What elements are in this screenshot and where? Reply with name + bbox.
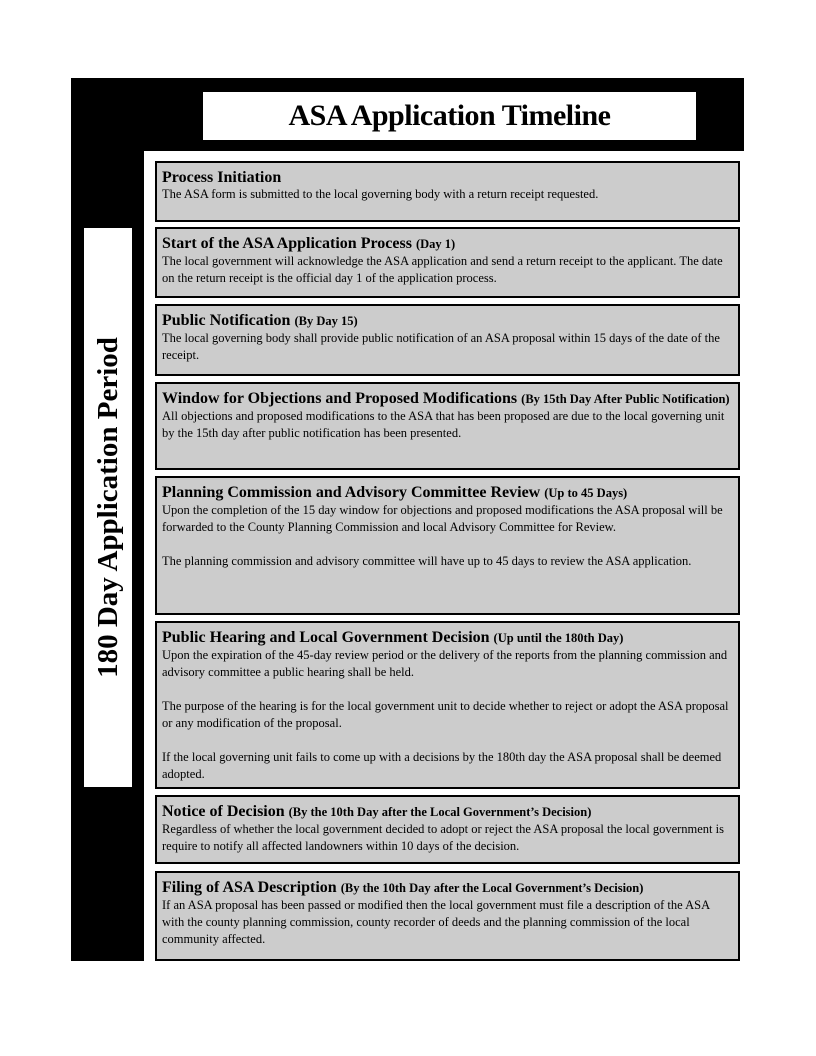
step-description: Upon the expiration of the 45-day review period or the delivery of the reports from the planning commission and advisory committee a public hearing shall be held.	[162, 648, 728, 679]
step-description: The local government will acknowledge the ASA application and send a return receipt to the applicant. The date on the return receipt is the official day 1 of the application process.	[162, 254, 723, 285]
step-description: The planning commission and advisory committee will have up to 45 days to review the ASA application.	[162, 554, 692, 568]
step-timing: (Up until the 180th Day)	[493, 631, 624, 645]
step-description: If an ASA proposal has been passed or modified then the local government must file a description of the ASA with the county planning commission, county recorder of deeds and the planning commission of the local community affected.	[162, 898, 710, 946]
step-process-initiation	[155, 161, 740, 222]
step-heading: Window for Objections and Proposed Modifications	[162, 390, 518, 407]
step-start-of-process	[155, 227, 740, 298]
step-heading-line	[162, 390, 732, 408]
step-description: Upon the completion of the 15 day window for objections and proposed modifications the ASA proposal will be forwarded to the County Planning Commission and local Advisory Committee for Review.	[162, 503, 723, 534]
step-heading-line	[162, 484, 732, 502]
step-description: The local governing body shall provide public notification of an ASA proposal within 15 days of the date of the receipt.	[162, 331, 720, 362]
step-description: If the local governing unit fails to come up with a decisions by the 180th day the ASA proposal shall be deemed adopted.	[162, 750, 722, 781]
step-filing-description	[155, 871, 740, 961]
step-timing: (By 15th Day After Public Notification)	[521, 392, 730, 406]
step-heading: Public Hearing and Local Government Decision	[162, 629, 490, 646]
step-timing: (Day 1)	[415, 237, 456, 251]
step-heading: Start of the ASA Application Process	[162, 235, 412, 252]
step-timing: (Up to 45 Days)	[544, 486, 628, 500]
step-description: The ASA form is submitted to the local governing body with a return receipt requested.	[162, 187, 599, 201]
title-banner	[203, 92, 696, 140]
step-heading-line	[162, 169, 732, 186]
step-public-hearing	[155, 621, 740, 789]
step-description: Regardless of whether the local government decided to adopt or reject the ASA proposal the local government is require to notify all affected landowners within 10 days of the decision.	[162, 822, 724, 853]
step-description: All objections and proposed modifications to the ASA that has been proposed are due to the local governing unit by the 15th day after public notification has been presented.	[162, 409, 725, 440]
step-heading: Planning Commission and Advisory Committee Review	[162, 484, 541, 501]
step-notice-of-decision	[155, 795, 740, 864]
step-timing: (By the 10th Day after the Local Government’s Decision)	[340, 881, 644, 895]
step-timing: (By Day 15)	[294, 314, 358, 328]
step-heading: Filing of ASA Description	[162, 879, 337, 896]
step-heading: Process Initiation	[162, 169, 282, 186]
step-heading: Public Notification	[162, 312, 291, 329]
page-title: ASA Application Timeline	[288, 99, 611, 132]
step-heading: Notice of Decision	[162, 803, 285, 820]
step-heading-line	[162, 312, 732, 330]
step-heading-line	[162, 803, 732, 821]
step-public-notification	[155, 304, 740, 376]
step-heading-line	[162, 629, 732, 647]
step-description: The purpose of the hearing is for the local government unit to decide whether to reject or adopt the ASA proposal or any modification of the proposal.	[162, 699, 729, 730]
period-label: 180 Day Application Period	[91, 337, 124, 678]
step-heading-line	[162, 879, 732, 897]
step-objections-window	[155, 382, 740, 470]
step-heading-line	[162, 235, 732, 253]
step-commission-review	[155, 476, 740, 615]
period-banner	[84, 228, 132, 787]
step-timing: (By the 10th Day after the Local Government’s Decision)	[288, 805, 592, 819]
